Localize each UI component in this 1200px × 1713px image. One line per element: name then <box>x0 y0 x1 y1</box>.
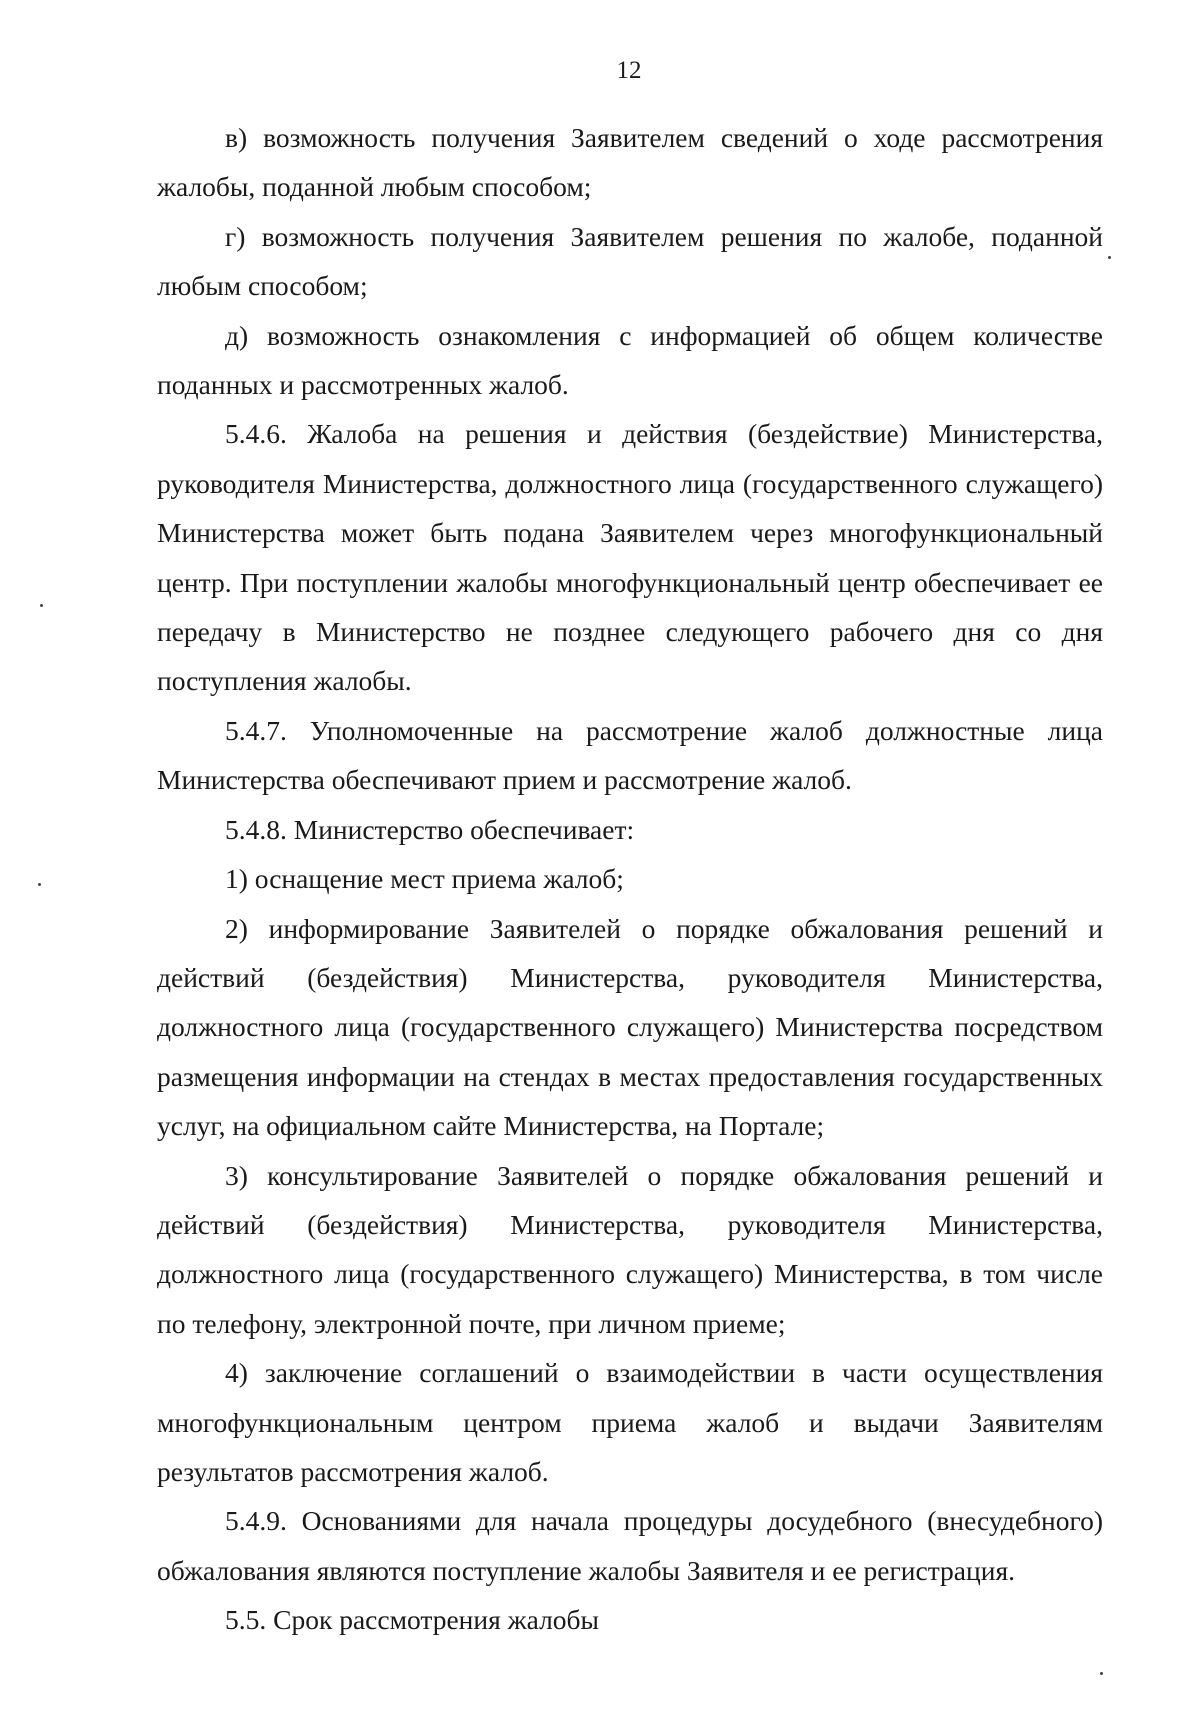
document-body <box>157 113 1103 1645</box>
paragraph-5-4-6: 5.4.6. Жалоба на решения и действия (бездействие) Министерства, руководителя Министерства, должностного лица (государственного служащего) Министерства может быть подана Заявителем через многофункциональный центр. При поступлении жалобы многофункциональный центр обеспечивает ее передачу в Министерство не позднее следующего рабочего дня со дня поступления жалобы. <box>157 418 1103 697</box>
scan-speck <box>38 883 41 886</box>
scan-speck <box>1100 1672 1103 1675</box>
paragraph-d-statistics: д) возможность ознакомления с информацией об общем количестве поданных и рассмотренных жалоб. <box>157 319 1103 401</box>
paragraph-5-4-9: 5.4.9. Основаниями для начала процедуры досудебного (внесудебного) обжалования являются поступление жалобы Заявителя и ее регистрация. <box>157 1505 1103 1586</box>
list-item-1: 1) оснащение мест приема жалоб; <box>225 863 624 895</box>
section-heading-5-5: 5.5. Срок рассмотрения жалобы <box>225 1604 600 1636</box>
paragraph-5-4-7: 5.4.7. Уполномоченные на рассмотрение жалоб должностные лица Министерства обеспечивают прием и рассмотрение жалоб. <box>157 714 1103 796</box>
paragraph-v-status-info: в) возможность получения Заявителем сведений о ходе рассмотрения жалобы, поданной любым способом; <box>157 122 1103 203</box>
paragraph-g-decision: г) возможность получения Заявителем решения по жалобе, поданной любым способом; <box>157 220 1103 302</box>
page-number: 12 <box>616 57 642 84</box>
scan-speck <box>1108 256 1111 259</box>
list-item-4: 4) заключение соглашений о взаимодействии в части осуществления многофункциональным центром приема жалоб и выдачи Заявителям результатов рассмотрения жалоб. <box>157 1357 1103 1487</box>
list-item-2: 2) информирование Заявителей о порядке обжалования решений и действий (бездействия) Министерства, руководителя Министерства, должностного лица (государственного служащего) Министерства посредством размещения информации на стендах в местах предоставления государственных услуг, на официальном сайте Министерства, на Портале; <box>157 912 1103 1142</box>
scan-speck <box>40 604 43 607</box>
paragraph-5-4-8: 5.4.8. Министерство обеспечивает: <box>225 813 635 845</box>
list-item-3: 3) консультирование Заявителей о порядке обжалования решений и действий (бездействия) Министерства, руководителя Министерства, должностного лица (государственного служащего) Министерства, в том числе по телефону, электронной почте, при личном приеме; <box>157 1159 1103 1339</box>
